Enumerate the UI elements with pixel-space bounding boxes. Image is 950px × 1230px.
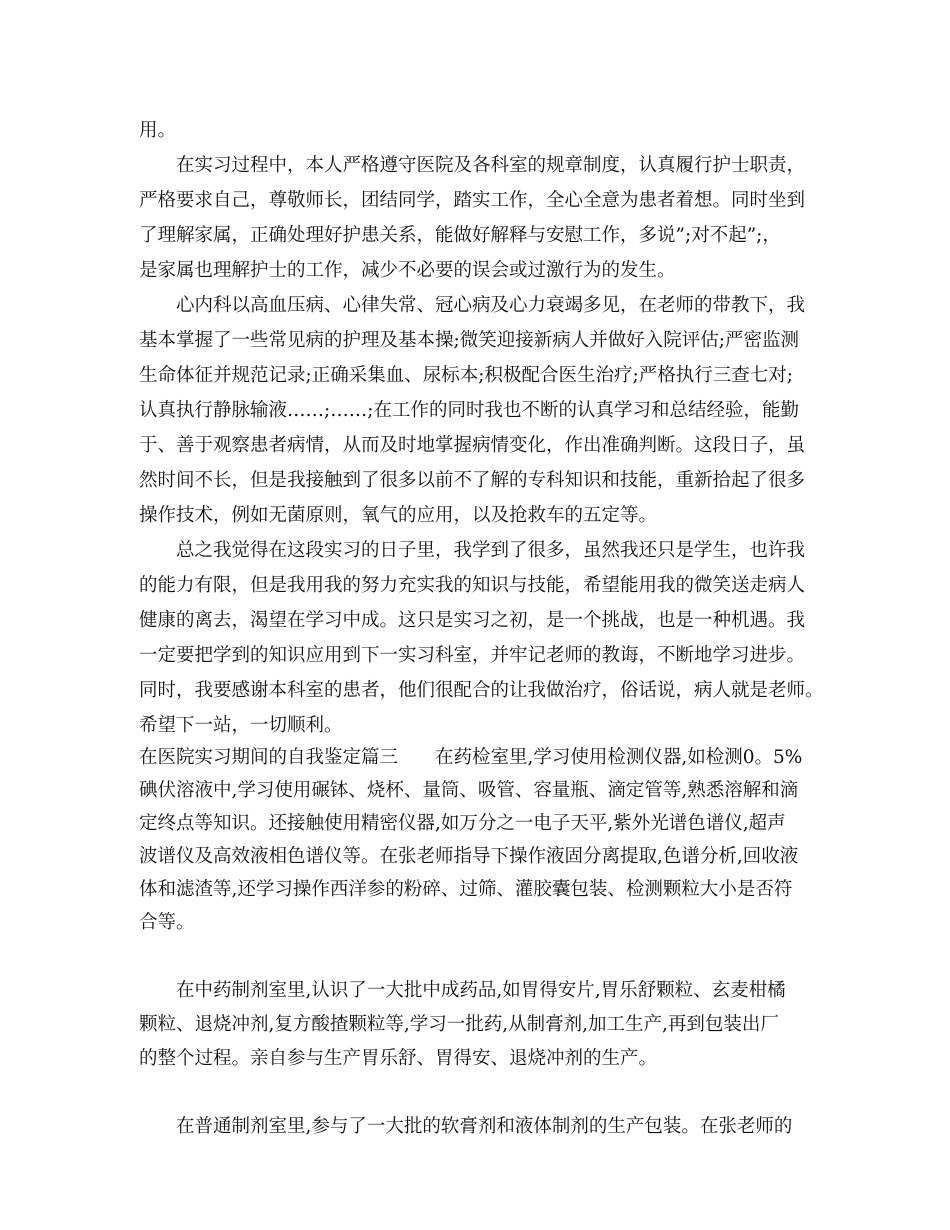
text-line: 是家属也理解护士的工作，减少不必要的误会或过激行为的发生。 [139,260,676,281]
text-line: 碘伏溶液中,学习使用碾钵、烧杯、量筒、吸管、容量瓶、滴定管等,熟悉溶解和滴 [139,780,799,801]
text-line: 认真执行静脉输液……;……;在工作的同时我也不断的认真学习和总结经验，能勤 [139,400,799,421]
text-line: 波谱仪及高效液相色谱仪等。在张老师指导下操作液固分离提取,色谱分析,回收液 [139,846,799,867]
text-line: 生命体征并规范记录;正确采集血、尿标本;积极配合医生治疗;严格执行三查七对; [139,365,793,386]
text-line: 希望下一站，一切顺利。 [139,715,343,736]
paragraph-start-line: 在普通制剂室里,参与了一大批的软膏剂和液体制剂的生产包装。在张老师的 [176,1116,793,1137]
paragraph-start-line: 心内科以高血压病、心律失常、冠心病及心力衰竭多见，在老师的带教下，我 [176,295,806,316]
text-line: 于、善于观察患者病情，从而及时地掌握病情变化，作出准确判断。这段日子，虽 [139,435,806,456]
paragraph-start-line: 在实习过程中，本人严格遵守医院及各科室的规章制度，认真履行护士职责， [176,155,806,176]
text-line: 一定要把学到的知识应用到下一实习科室，并牢记老师的教诲，不断地学习进步。 [139,645,806,666]
section-heading-line: 在医院实习期间的自我鉴定篇三 在药检室里,学习使用检测仪器,如检测0。5% [139,747,803,768]
text-line: 的整个过程。亲自参与生产胃乐舒、胃得安、退烧冲剂的生产。 [139,1048,658,1069]
text-line: 操作技术，例如无菌原则，氧气的应用，以及抢救车的五定等。 [139,505,658,526]
text-line: 定终点等知识。还接触使用精密仪器,如万分之一电子天平,紫外光谱色谱仪,超声 [139,813,786,834]
text-line: 同时，我要感谢本科室的患者，他们很配合的让我做治疗，俗话说，病人就是老师。 [139,680,824,701]
text-line: 合等。 [139,912,195,933]
text-line: 体和滤渣等,还学习操作西洋参的粉碎、过筛、灌胶囊包装、检测颗粒大小是否符 [139,879,793,900]
text-line: 健康的离去，渴望在学习中成。这只是实习之初，是一个挑战，也是一种机遇。我 [139,610,806,631]
text-line: 用。 [139,120,177,141]
text-line: 基本掌握了一些常见病的护理及基本操;微笑迎接新病人并做好入院评估;严密监测 [139,330,799,351]
text-line: 然时间不长，但是我接触到了很多以前不了解的专科知识和技能，重新拾起了很多 [139,470,806,491]
text-line: 的能力有限，但是我用我的努力充实我的知识与技能，希望能用我的微笑送走病人 [139,575,806,596]
paragraph-start-line: 总之我觉得在这段实习的日子里，我学到了很多，虽然我还只是学生，也许我 [176,540,806,561]
text-line: 了理解家属，正确处理好护患关系，能做好解释与安慰工作，多说”;对不起”;， [139,225,781,246]
text-line: 颗粒、退烧冲剂,复方酸揸颗粒等,学习一批药,从制膏剂,加工生产,再到包装出厂 [139,1014,779,1035]
paragraph-start-line: 在中药制剂室里,认识了一大批中成药品,如胃得安片,胃乐舒颗粒、玄麦柑橘 [176,980,786,1001]
text-line: 严格要求自己，尊敬师长，团结同学，踏实工作，全心全意为患者着想。同时坐到 [139,190,806,211]
